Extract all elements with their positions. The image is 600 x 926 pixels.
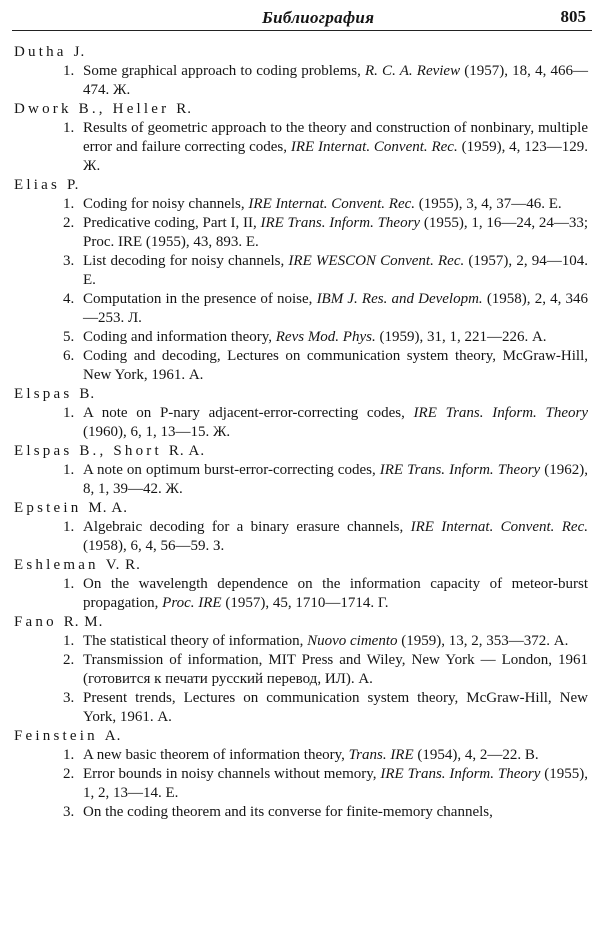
running-title: Библиография — [262, 8, 375, 27]
page-number: 805 — [560, 7, 586, 26]
author-heading: Feinstein A. — [14, 728, 122, 744]
bibliography-entry: 1. A note on optimum burst-error-correcting codes, IRE Trans. Inform. Theory (1962), 8, 1, 39—42. Ж. — [63, 462, 588, 497]
author-heading: Elspas B. — [14, 386, 96, 402]
bibliography-entry: 2. Transmission of information, MIT Press and Wiley, New York — London, 1961 (готовится к печати русский перевод, ИЛ). А. — [63, 652, 588, 687]
bibliography-entry: 1. The statistical theory of information, Nuovo cimento (1959), 13, 2, 353—372. А. — [63, 633, 569, 649]
bibliography-entry: 1. Results of geometric approach to the theory and construction of nonbinary, multiple error and failure correcting codes, IRE Internat. Convent. Rec. (1959), 4, 123—129. Ж. — [63, 120, 588, 174]
bibliography-list — [14, 43, 588, 822]
bibliography-entry: 3. Present trends, Lectures on communication system theory, McGraw-Hill, New York, 1961. А. — [63, 690, 588, 725]
bibliography-entry: 5. Coding and information theory, Revs Mod. Phys. (1959), 31, 1, 221—226. А. — [63, 329, 547, 345]
bibliography-entry: 1. A new basic theorem of information theory, Trans. IRE (1954), 4, 2—22. В. — [63, 747, 539, 763]
running-header — [12, 4, 592, 30]
author-heading: Fano R. M. — [14, 614, 104, 630]
author-heading: Eshleman V. R. — [14, 557, 141, 573]
author-heading: Epstein M. A. — [14, 500, 128, 516]
bibliography-entry: 1. Algebraic decoding for a binary erasure channels, IRE Internat. Convent. Rec. (1958), 6, 4, 56—59. З. — [63, 519, 588, 554]
bibliography-entry: 1. Some graphical approach to coding problems, R. C. A. Review (1957), 18, 4, 466—474. Ж. — [63, 63, 588, 98]
author-heading: Elspas B., Short R. A. — [14, 443, 206, 459]
bibliography-entry: 1. A note on P-nary adjacent-error-correcting codes, IRE Trans. Inform. Theory (1960), 6, 1, 13—15. Ж. — [63, 405, 588, 440]
bibliography-entry: 2. Predicative coding, Part I, II, IRE Trans. Inform. Theory (1955), 1, 16—24, 24—33; Proc. IRE (1955), 43, 893. Е. — [63, 215, 588, 250]
bibliography-entry: 2. Error bounds in noisy channels without memory, IRE Trans. Inform. Theory (1955), 1, 2, 13—14. Е. — [63, 766, 588, 801]
bibliography-entry: 3. On the coding theorem and its converse for finite-memory channels, — [63, 804, 493, 820]
author-heading: Elias P. — [14, 177, 80, 193]
bibliography-entry: 1. On the wavelength dependence on the information capacity of meteor-burst propagation, Proc. IRE (1957), 45, 1710—1714. Г. — [63, 576, 588, 611]
author-heading: Dutha J. — [14, 44, 86, 60]
bibliography-entry: 6. Coding and decoding, Lectures on communication system theory, McGraw-Hill, New York, 1961. А. — [63, 348, 588, 383]
header-rule — [12, 30, 592, 31]
bibliography-entry: 3. List decoding for noisy channels, IRE WESCON Convent. Rec. (1957), 2, 94—104. Е. — [63, 253, 588, 288]
author-heading: Dwork B., Heller R. — [14, 101, 193, 117]
bibliography-entry: 1. Coding for noisy channels, IRE Internat. Convent. Rec. (1955), 3, 4, 37—46. Е. — [63, 196, 562, 212]
bibliography-entry: 4. Computation in the presence of noise, IBM J. Res. and Developm. (1958), 2, 4, 346—253. Л. — [63, 291, 588, 326]
